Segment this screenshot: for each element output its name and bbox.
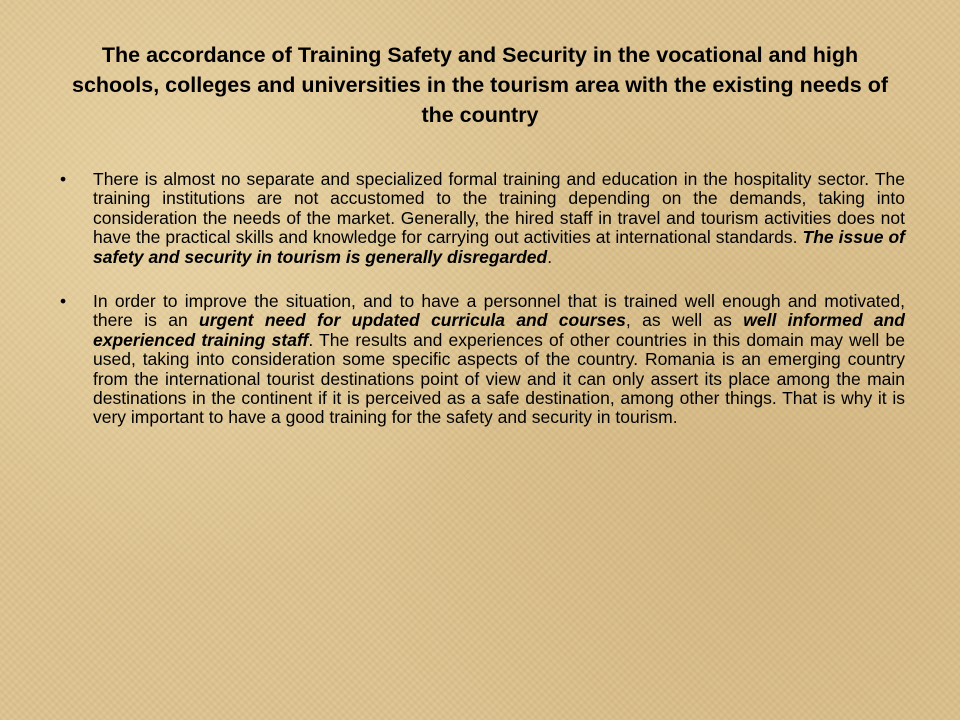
bullet-text: . [547, 246, 553, 267]
slide-title: The accordance of Training Safety and Security in the vocational and high schools, colleges and universities in the tourism area with the existing needs of the country [71, 43, 888, 127]
bullet-list [60, 170, 905, 453]
bullet-item-improvement [60, 292, 905, 428]
bullet-text: In order to improve the situation, and to have a personnel that is trained well enough and motivated, there is an [93, 291, 905, 331]
bullet-marker: • [60, 169, 67, 189]
bullet-text: There is almost no separate and specialized formal training and education in the hospitality sector. The training institutions are not accustomed to the training depending on the demands, taking into consideration the needs of the market. Generally, the hired staff in travel and tourism activities does not have the practical skills and knowledge for carrying out activities at international standards. [93, 169, 905, 248]
bullet-emphasis: well informed and experienced training staff [93, 310, 905, 350]
bullet-item-training-gap [60, 170, 905, 267]
bullet-emphasis: urgent need for updated curricula and courses [199, 310, 626, 331]
bullet-text: . The results and experiences of other countries in this domain may well be used, taking into consideration some specific aspects of the country. Romania is an emerging country from the international tourist destinations point of view and it can only assert its place among the main destinations in the continent if it is perceived as a safe destination, among other things. That is why it is very important to have a good training for the safety and security in tourism. [93, 329, 905, 428]
bullet-text: , as well as [625, 310, 744, 331]
bullet-marker: • [60, 291, 67, 312]
bullet-emphasis: The issue of safety and security in tourism is generally disregarded [93, 227, 905, 267]
